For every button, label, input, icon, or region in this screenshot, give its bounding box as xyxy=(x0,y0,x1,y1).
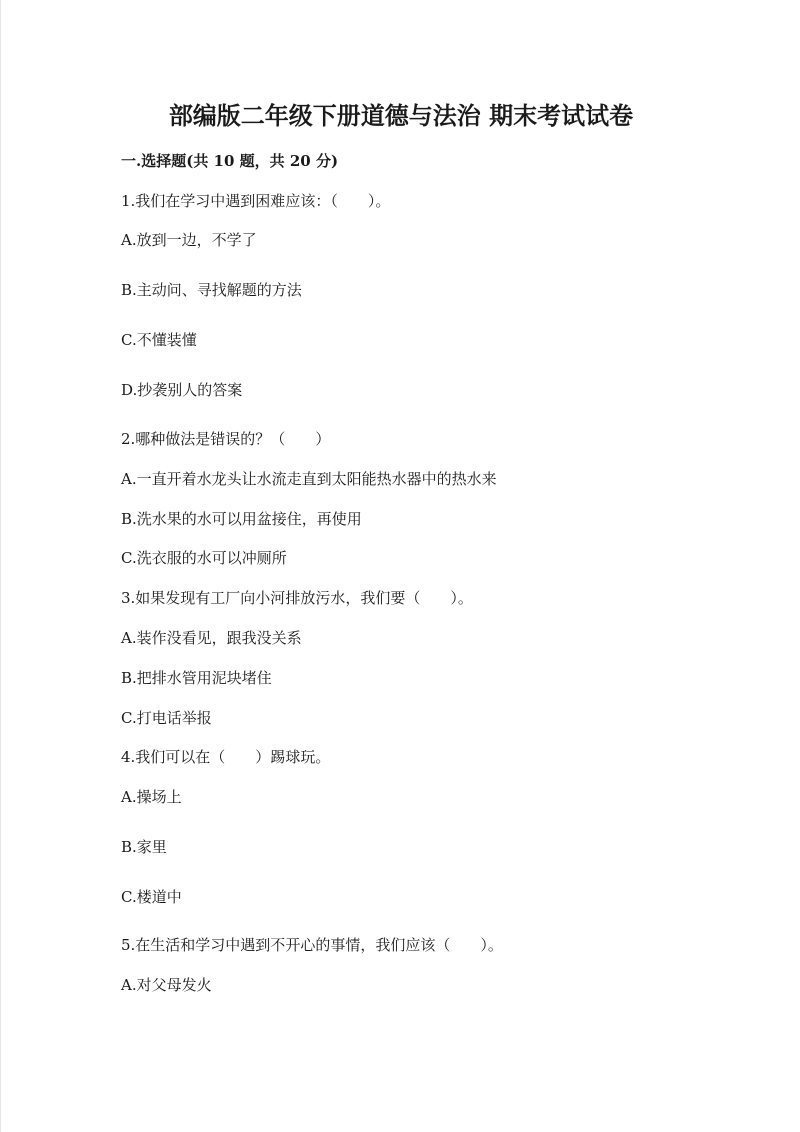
question-4-option-c: C.楼道中 xyxy=(121,888,182,906)
question-3-option-b: B.把排水管用泥块堵住 xyxy=(121,669,272,687)
question-2-option-c: C.洗衣服的水可以冲厕所 xyxy=(121,549,287,567)
question-1-option-d: D.抄袭别人的答案 xyxy=(121,381,243,399)
question-3: 3.如果发现有工厂向小河排放污水，我们要（ ）。 xyxy=(121,589,473,607)
question-1-option-a: A.放到一边，不学了 xyxy=(121,231,257,249)
question-1-option-b: B.主动问、寻找解题的方法 xyxy=(121,281,302,299)
question-3-option-c: C.打电话举报 xyxy=(121,709,212,727)
question-3-option-a: A.装作没看见，跟我没关系 xyxy=(121,629,302,647)
question-5-option-a: A.对父母发火 xyxy=(121,976,212,994)
question-4-option-a: A.操场上 xyxy=(121,788,182,806)
question-2-option-a: A.一直开着水龙头让水流走直到太阳能热水器中的热水来 xyxy=(121,470,497,488)
exam-title: 部编版二年级下册道德与法治 期末考试试卷 xyxy=(168,101,634,130)
question-1: 1.我们在学习中遇到困难应该：（ ）。 xyxy=(121,192,391,210)
question-1-option-c: C.不懂装懂 xyxy=(121,331,197,349)
question-2: 2.哪种做法是错误的？（ ） xyxy=(121,430,331,448)
question-5: 5.在生活和学习中遇到不开心的事情，我们应该（ ）。 xyxy=(121,936,503,954)
question-4-option-b: B.家里 xyxy=(121,838,167,856)
question-2-option-b: B.洗水果的水可以用盆接住，再使用 xyxy=(121,510,362,528)
question-4: 4.我们可以在（ ）踢球玩。 xyxy=(121,748,331,766)
section-heading: 一.选择题(共 10 题，共 20 分) xyxy=(121,152,339,170)
